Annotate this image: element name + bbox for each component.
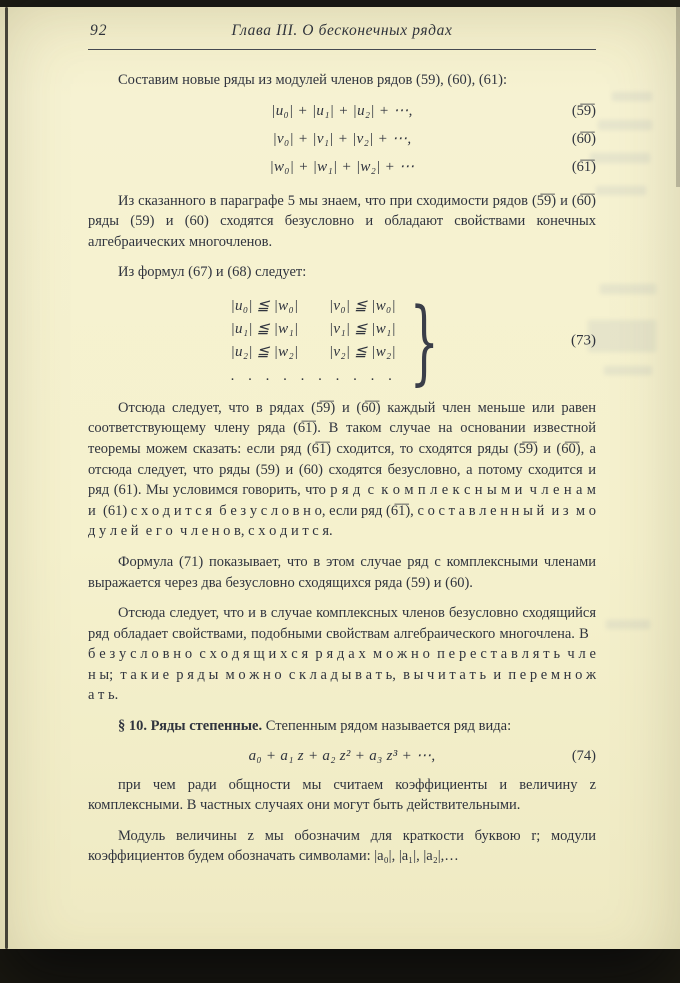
equation-body: |w₀| + |w₁| + |w₂| + ⋯ — [269, 158, 415, 175]
section-10-heading: § 10. Ряды степенные. — [118, 717, 263, 734]
inequality-row: |u₂| ≦ |w₂| |v₂| ≦ |w₂| — [230, 344, 396, 361]
right-brace: } — [409, 287, 439, 395]
ellipsis-row: . . . . . . . . . . — [230, 367, 397, 384]
paragraph-power-series-intro — [88, 716, 596, 737]
equation-73-system — [88, 287, 596, 395]
header-rule — [88, 49, 596, 50]
equation-number: (73) — [571, 332, 596, 349]
running-header — [88, 22, 596, 44]
equation-61 — [88, 157, 596, 178]
equation-body: |u₀| + |u₁| + |u₂| + ⋯, — [271, 102, 413, 119]
equation-group-modulus-series — [88, 101, 596, 178]
paragraph-formulas-67-68: Из формул (67) и (68) следует: — [118, 264, 307, 281]
paragraph-formula-71: Формула (71) показывает, что в этом случае ряд с комплексными членами выражается через два безусловно сходящихся ряда (59) и (60). — [88, 553, 596, 591]
equation-number: (5̅9̅) — [571, 102, 596, 119]
paragraph-paragraph5-reference: Из сказанного в параграфе 5 мы знаем, что при сходимости рядов (5̅9̅) и (6̅0̅) ряды (59) и (60) сходятся безусловно и обладают свойствами конечных алгебраических многочленов. — [88, 192, 596, 250]
equation-74 — [88, 746, 596, 767]
section-10-text: Степенным рядом называется ряд вида: — [262, 717, 512, 734]
paragraph-intro-modulus-series: Составим новые ряды из модулей членов рядов (59), (60), (61): — [118, 72, 508, 88]
equation-60 — [88, 129, 596, 150]
inequality-row: |u₁| ≦ |w₁| |v₁| ≦ |w₁| — [230, 321, 396, 338]
equation-number: (74) — [571, 747, 596, 764]
equation-number: (6̅0̅) — [571, 130, 596, 147]
paragraph-modulus-notation: Модуль величины z мы обозначим для краткости буквою r; модули коэффициентов будем обозначать символами: |a₀|, |a₁|, |a₂|,… — [88, 827, 596, 865]
equation-body: a₀ + a₁ z + a₂ z² + a₃ z³ + ⋯, — [248, 747, 436, 764]
equation-59 — [88, 101, 596, 122]
paragraph-comparison-theorem: Отсюда следует, что в рядах (5̅9̅) и (6̅0̅) каждый член меньше или равен соответствующему члену ряда (6̅1̅). В таком случае на основании известной теоремы можем сказать: если ряд (6̅1̅) сходится, то сходятся ряды (5̅9̅) и (6̅0̅), а отсюда следует, что ряды (59) и (60) сходятся безусловно, а потому сходится и ряд (61). Мы условимся говорить, что р я д с к о м п л е к с н ы м и ч л е н а м и (61) с х о д и т с я б е з у с л о в н о, если ряд (6̅1̅), с о с т а в л е н н ы й и з м о д у л е й е г о ч л е н о в, с х о д и т с я. — [88, 399, 596, 540]
inequality-rows — [231, 295, 397, 388]
equation-body: |v₀| + |v₁| + |v₂| + ⋯, — [272, 130, 412, 147]
paragraph-complex-coefficients: при чем ради общности мы считаем коэффициенты и величину z комплексными. В частных случаях они могут быть действительными. — [88, 776, 596, 814]
page-number: 92 — [90, 22, 108, 39]
equation-number: (6̅1̅) — [571, 158, 596, 175]
inequality-row: |u₀| ≦ |w₀| |v₀| ≦ |w₀| — [230, 297, 396, 314]
paragraph-unconditional-properties: Отсюда следует, что и в случае комплексных членов безусловно сходящийся ряд обладает свойствами, подобными свойствам алгебраического многочлена. В б е з у с л о в н о с х о д я щ и х с я р я д а х м о ж н о п е р е с т а в л я т ь ч л е н ы; т а к и е р я д ы м о ж н о с к л а д ы в а т ь, в ы ч и т а т ь и п е р е м н о ж а т ь. — [88, 605, 596, 704]
scan-bottom-edge — [0, 949, 680, 983]
chapter-title: Глава III. О бесконечных рядах — [231, 22, 453, 39]
